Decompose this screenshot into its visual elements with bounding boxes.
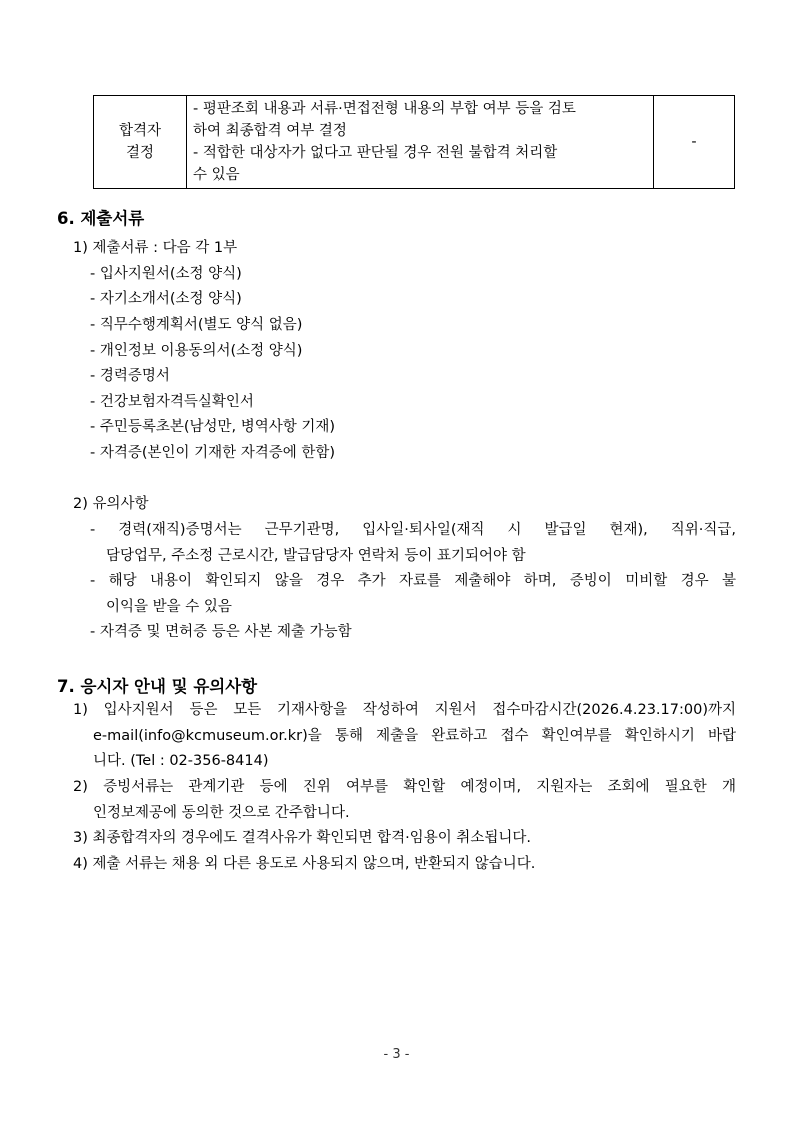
guide-item: 1) 입사지원서 등은 모든 기재사항을 작성하여 지원서 접수마감시간(2026.4.23.17:00)까지 xyxy=(73,702,736,718)
guide-item-cont: 니다. (Tel : 02-356-8414) xyxy=(93,753,269,769)
row-label-line: 합격자 xyxy=(118,123,162,139)
row-content xyxy=(187,96,654,189)
subsection-title: 1) 제출서류 : 다음 각 1부 xyxy=(73,240,238,256)
guide-item: 4) 제출 서류는 채용 외 다른 용도로 사용되지 않으며, 반환되지 않습니다. xyxy=(73,856,536,872)
document-item: - 자기소개서(소정 양식) xyxy=(90,291,242,307)
note-item-cont: 담당업무, 주소정 근로시간, 발급담당자 연락처 등이 표기되어야 함 xyxy=(106,548,526,564)
final-selection-table xyxy=(93,95,735,189)
row-note: - xyxy=(654,96,735,189)
section-6-title: 6. 제출서류 xyxy=(57,209,145,228)
document-item: - 건강보험자격득실확인서 xyxy=(90,394,254,410)
guide-item: 2) 증빙서류는 관계기관 등에 진위 여부를 확인할 예정이며, 지원자는 조회에 필요한 개 xyxy=(73,779,736,795)
table-row xyxy=(94,96,735,189)
document-item: - 직무수행계획서(별도 양식 없음) xyxy=(90,317,303,333)
content-line: - 적합한 대상자가 없다고 판단될 경우 전원 불합격 처리할 xyxy=(193,145,558,161)
document-item: - 자격증(본인이 기재한 자격증에 한함) xyxy=(90,445,336,461)
note-item: - 경력(재직)증명서는 근무기관명, 입사일·퇴사일(재직 시 발급일 현재), 직위·직급, xyxy=(90,522,736,538)
content-line: 수 있음 xyxy=(193,167,240,183)
content-line: - 평판조회 내용과 서류·면접전형 내용의 부합 여부 등을 검토 xyxy=(193,101,576,117)
document-item: - 입사지원서(소정 양식) xyxy=(90,266,242,282)
document-item: - 경력증명서 xyxy=(90,368,170,384)
note-item: - 해당 내용이 확인되지 않을 경우 추가 자료를 제출해야 하며, 증빙이 미비할 경우 불 xyxy=(90,573,736,589)
guide-item-cont: e-mail(info@kcmuseum.or.kr)을 통해 제출을 완료하고 접수 확인여부를 확인하시기 바랍 xyxy=(93,728,736,744)
guide-item-cont: 인정보제공에 동의한 것으로 간주합니다. xyxy=(93,805,350,821)
document-item: - 개인정보 이용동의서(소정 양식) xyxy=(90,343,303,359)
document-item: - 주민등록초본(남성만, 병역사항 기재) xyxy=(90,419,336,435)
note-item-cont: 이익을 받을 수 있음 xyxy=(106,599,232,615)
subsection-title: 2) 유의사항 xyxy=(73,496,149,512)
note-item: - 자격증 및 면허증 등은 사본 제출 가능함 xyxy=(90,624,352,640)
guide-item: 3) 최종합격자의 경우에도 결격사유가 확인되면 합격·임용이 취소됩니다. xyxy=(73,830,531,846)
page-number: - 3 - xyxy=(383,1047,410,1062)
section-7-title: 7. 응시자 안내 및 유의사항 xyxy=(57,677,258,696)
row-label xyxy=(94,96,187,189)
content-line: 하여 최종합격 여부 결정 xyxy=(193,123,347,139)
row-label-line: 결정 xyxy=(125,145,154,161)
